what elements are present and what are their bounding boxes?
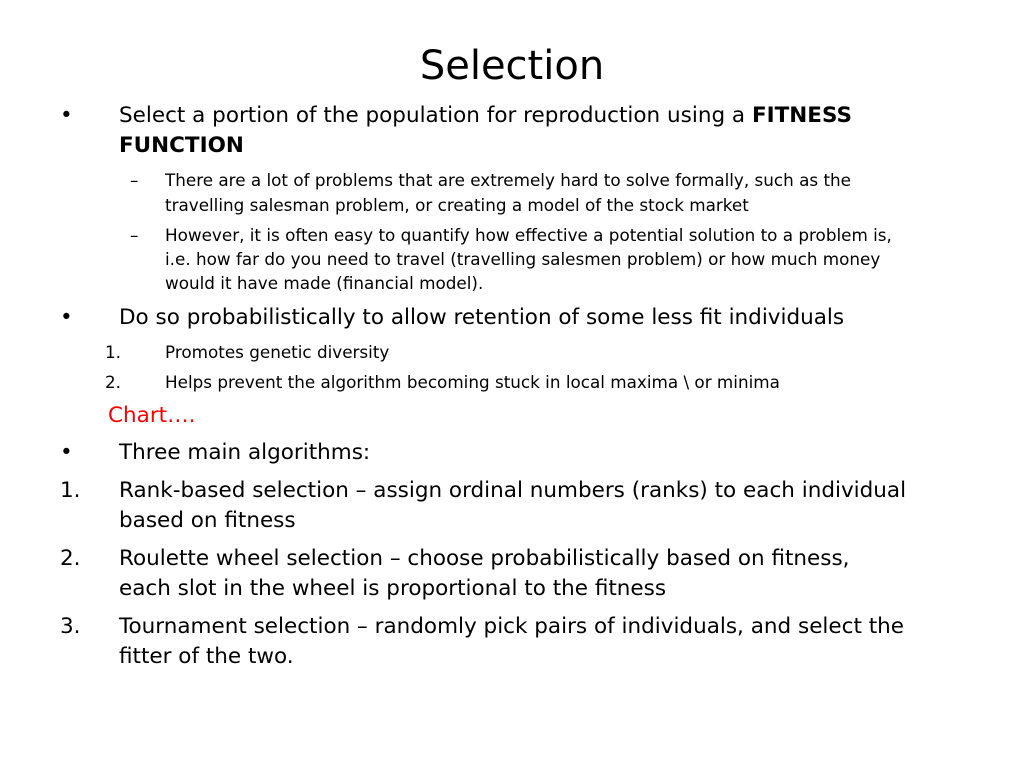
list-item-continued: each slot in the wheel is proportional to the fitness <box>119 576 667 601</box>
bullet-marker: • <box>60 440 73 465</box>
list-number: 2. <box>60 546 81 571</box>
slide-title: Selection <box>419 43 605 89</box>
sub-bullet-text: There are a lot of problems that are extremely hard to solve formally, such as the <box>165 170 851 190</box>
list-item-continued: based on fitness <box>119 508 296 533</box>
list-item: Helps prevent the algorithm becoming stuck in local maxima \ or minima <box>165 372 780 392</box>
bullet-text: Do so probabilistically to allow retention of some less fit individuals <box>119 305 845 330</box>
list-number: 3. <box>60 614 81 639</box>
bullet-text-bold: FITNESS <box>751 103 852 128</box>
list-item-continued: fitter of the two. <box>119 644 294 669</box>
sub-bullet-marker: – <box>130 225 139 245</box>
bullet-text-bold-continued: FUNCTION <box>119 133 244 158</box>
list-item: Roulette wheel selection – choose probabilistically based on fitness, <box>119 546 850 571</box>
bullet-text: Three main algorithms: <box>119 440 371 465</box>
sub-bullet-marker: – <box>130 170 139 190</box>
chart-note: Chart…. <box>108 403 196 428</box>
sub-bullet-text: travelling salesman problem, or creating a model of the stock market <box>165 195 749 215</box>
bullet-text-part: Select a portion of the population for reproduction using a <box>119 103 752 128</box>
sub-bullet-text: i.e. how far do you need to travel (travelling salesmen problem) or how much money <box>165 249 881 269</box>
sub-bullet-text: would it have made (financial model). <box>165 273 484 293</box>
list-item: Tournament selection – randomly pick pairs of individuals, and select the <box>119 614 905 639</box>
bullet-text <box>119 101 852 131</box>
list-number: 2. <box>105 372 122 392</box>
sub-bullet-text: However, it is often easy to quantify how effective a potential solution to a problem is, <box>165 225 892 245</box>
list-item: Rank-based selection – assign ordinal numbers (ranks) to each individual <box>119 478 907 503</box>
list-number: 1. <box>60 478 81 503</box>
bullet-marker: • <box>60 103 73 128</box>
list-number: 1. <box>105 342 122 362</box>
bullet-marker: • <box>60 305 73 330</box>
list-item: Promotes genetic diversity <box>165 342 390 362</box>
